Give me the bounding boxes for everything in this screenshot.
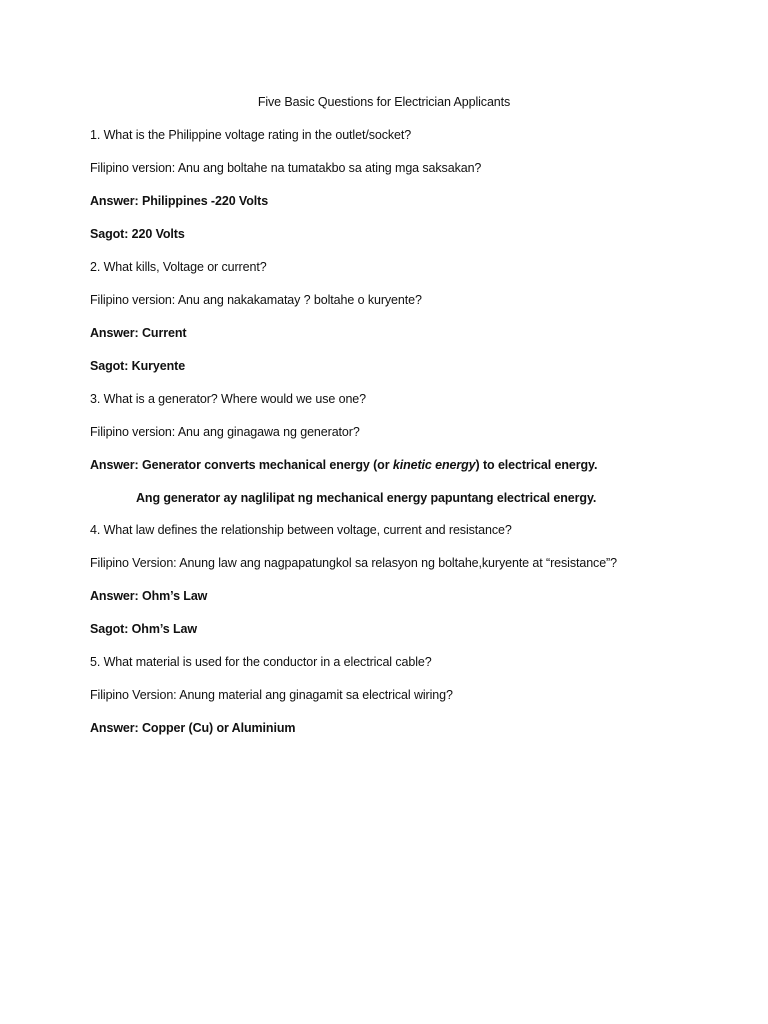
question-5: 5. What material is used for the conductor in a electrical cable? [90,655,432,669]
question-4-filipino: Filipino Version: Anung law ang nagpapatungkol sa relasyon ng boltahe,kuryente at “resistance”? [90,556,617,570]
answer-3-text-end: ) to electrical energy. [475,458,598,472]
sagot-4: Sagot: Ohm’s Law [90,622,197,636]
question-5-filipino: Filipino Version: Anung material ang ginagamit sa electrical wiring? [90,688,453,702]
answer-3 [90,457,597,473]
document-title: Five Basic Questions for Electrician Applicants [257,95,511,109]
answer-2: Answer: Current [90,326,187,340]
answer-5: Answer: Copper (Cu) or Aluminium [90,721,296,735]
answer-4: Answer: Ohm’s Law [90,589,208,603]
question-2-filipino: Filipino version: Anu ang nakakamatay ? boltahe o kuryente? [90,293,422,307]
question-3: 3. What is a generator? Where would we use one? [90,392,367,406]
sagot-2: Sagot: Kuryente [90,359,186,373]
answer-3-kinetic-energy: kinetic energy [392,458,476,472]
question-2: 2. What kills, Voltage or current? [90,260,267,274]
question-4: 4. What law defines the relationship between voltage, current and resistance? [90,523,512,537]
question-3-filipino: Filipino version: Anu ang ginagawa ng generator? [90,425,360,439]
answer-3-text-start: Answer: Generator converts mechanical energy (or [90,458,393,472]
question-1: 1. What is the Philippine voltage rating in the outlet/socket? [90,128,412,142]
question-1-filipino: Filipino version: Anu ang boltahe na tumatakbo sa ating mga saksakan? [90,161,482,175]
sagot-1: Sagot: 220 Volts [90,227,185,241]
answer-3-filipino: Ang generator ay naglilipat ng mechanical energy papuntang electrical energy. [136,491,597,505]
answer-1: Answer: Philippines -220 Volts [90,194,269,208]
